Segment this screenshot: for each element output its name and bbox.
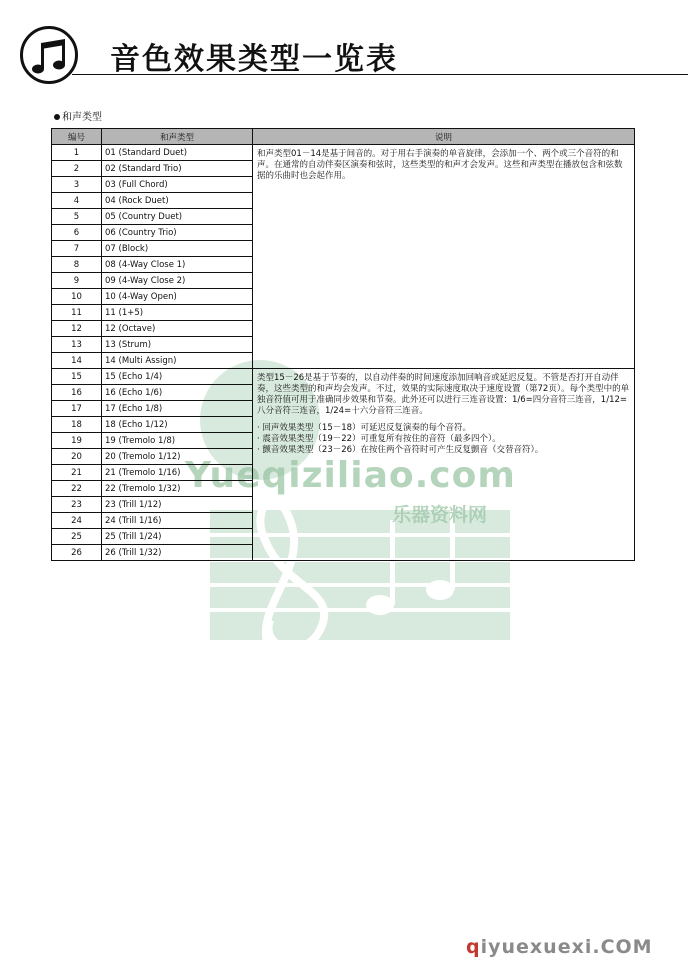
row-number: 2: [52, 161, 102, 177]
row-type: 13 (Strum): [102, 337, 253, 353]
row-number: 19: [52, 433, 102, 449]
row-number: 3: [52, 177, 102, 193]
row-type: 24 (Trill 1/16): [102, 513, 253, 529]
row-type: 25 (Trill 1/24): [102, 529, 253, 545]
row-type: 12 (Octave): [102, 321, 253, 337]
row-type: 19 (Tremolo 1/8): [102, 433, 253, 449]
row-number: 23: [52, 497, 102, 513]
row-type: 23 (Trill 1/12): [102, 497, 253, 513]
description-text: 类型15－26是基于节奏的，以自动伴奏的时间速度添加回响音或延迟反复。不管是否打开自动伴奏，这些类型的和声均会发声。不过，效果的实际速度取决于速度设置（第72页）。每个类型中的单独音符值可用于准确同步效果和节奏。此外还可以进行三连音设置：1/6=四分音符三连音，1/12=八分音符三连音，1/24=十六分音符三连音。: [257, 373, 630, 416]
row-number: 22: [52, 481, 102, 497]
row-number: 4: [52, 193, 102, 209]
row-type: 21 (Tremolo 1/16): [102, 465, 253, 481]
list-item: · 震音效果类型（19－22）可重复所有按住的音符（最多四个）。: [257, 434, 630, 445]
site-logo-text: iyuexuexi.COM: [480, 936, 653, 958]
row-number: 9: [52, 273, 102, 289]
row-type: 14 (Multi Assign): [102, 353, 253, 369]
row-number: 15: [52, 369, 102, 385]
description-group-1: [253, 145, 635, 369]
row-type: 16 (Echo 1/6): [102, 385, 253, 401]
header-type: 和声类型: [102, 129, 253, 145]
row-type: 20 (Tremolo 1/12): [102, 449, 253, 465]
page-header: [16, 22, 672, 92]
page-title: 音色效果类型一览表: [110, 42, 398, 77]
row-type: 10 (4-Way Open): [102, 289, 253, 305]
site-logo-q: q: [466, 936, 481, 958]
row-number: 26: [52, 545, 102, 561]
row-number: 7: [52, 241, 102, 257]
row-type: 11 (1+5): [102, 305, 253, 321]
list-item: · 颤音效果类型（23－26）在按住两个音符时可产生反复颤音（交替音符）。: [257, 445, 630, 456]
row-type: 15 (Echo 1/4): [102, 369, 253, 385]
row-number: 18: [52, 417, 102, 433]
row-type: 06 (Country Trio): [102, 225, 253, 241]
row-type: 04 (Rock Duet): [102, 193, 253, 209]
row-type: 09 (4-Way Close 2): [102, 273, 253, 289]
table-row: [52, 145, 635, 161]
row-number: 24: [52, 513, 102, 529]
header-number: 编号: [52, 129, 102, 145]
site-logo[interactable]: [466, 936, 653, 958]
row-number: 13: [52, 337, 102, 353]
harmony-types-table: [51, 128, 635, 561]
description-text: 和声类型01－14是基于间音的。对于用右手演奏的单音旋律，会添加一个、两个或三个音符的和声。在通常的自动伴奏区演奏和弦时，这些类型的和声才会发声。这些和声类型在播放包含和弦数据的乐曲时也会起作用。: [257, 149, 623, 181]
row-type: 26 (Trill 1/32): [102, 545, 253, 561]
row-type: 02 (Standard Trio): [102, 161, 253, 177]
row-type: 01 (Standard Duet): [102, 145, 253, 161]
row-number: 16: [52, 385, 102, 401]
row-number: 20: [52, 449, 102, 465]
row-type: 05 (Country Duet): [102, 209, 253, 225]
header-description: 说明: [253, 129, 635, 145]
table-header-row: [52, 129, 635, 145]
description-group-2: [253, 369, 635, 561]
row-number: 8: [52, 257, 102, 273]
music-note-icon: [20, 26, 78, 84]
section-label-text: 和声类型: [62, 112, 102, 123]
row-type: 22 (Tremolo 1/32): [102, 481, 253, 497]
row-type: 07 (Block): [102, 241, 253, 257]
row-number: 6: [52, 225, 102, 241]
row-number: 25: [52, 529, 102, 545]
row-type: 03 (Full Chord): [102, 177, 253, 193]
row-number: 12: [52, 321, 102, 337]
row-number: 11: [52, 305, 102, 321]
bullet-icon: [54, 114, 60, 120]
section-label: [54, 108, 102, 123]
row-number: 17: [52, 401, 102, 417]
watermark-text: Yueqiziliao.com: [185, 455, 516, 496]
row-type: 17 (Echo 1/8): [102, 401, 253, 417]
row-type: 18 (Echo 1/12): [102, 417, 253, 433]
row-number: 14: [52, 353, 102, 369]
table-row: [52, 369, 635, 385]
row-type: 08 (4-Way Close 1): [102, 257, 253, 273]
title-divider: [72, 74, 688, 75]
description-bullet-list: [257, 423, 630, 456]
row-number: 1: [52, 145, 102, 161]
row-number: 21: [52, 465, 102, 481]
row-number: 10: [52, 289, 102, 305]
list-item: · 回声效果类型（15－18）可延迟反复演奏的每个音符。: [257, 423, 630, 434]
watermark-subtext: 乐器资料网: [392, 504, 488, 526]
row-number: 5: [52, 209, 102, 225]
